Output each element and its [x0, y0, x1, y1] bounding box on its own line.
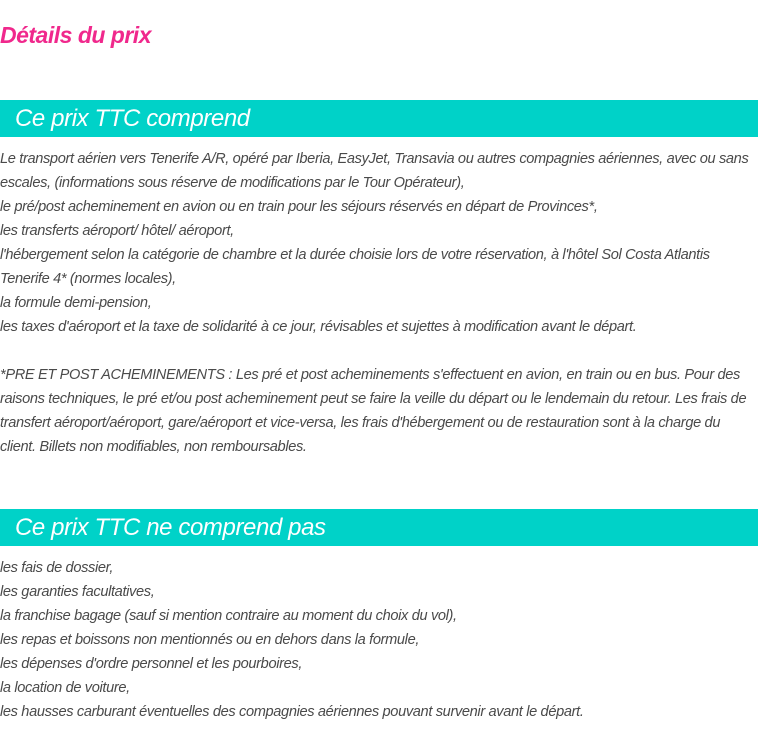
excluded-item: la location de voiture,	[0, 680, 130, 696]
page-title: Détails du prix	[0, 22, 151, 48]
excluded-item: les hausses carburant éventuelles des compagnies aériennes pouvant survenir avant le départ.	[0, 704, 584, 720]
section-heading-excluded: Ce prix TTC ne comprend pas	[15, 514, 326, 541]
excluded-item: les repas et boissons non mentionnés ou en dehors dans la formule,	[0, 632, 420, 648]
excluded-item: les garanties facultatives,	[0, 584, 155, 600]
notice-text: *PRE ET POST ACHEMINEMENTS : Les pré et post acheminements s'effectuent en avion, en train ou en bus. Pour des raisons techniques, le pré et/ou post acheminement peut se faire la veille du départ ou le lendemain du retour. Les frais de transfert aéroport/aéroport, gare/aéroport et vice-versa, les frais d'hébergement ou de restauration sont à la charge du client. Billets non modifiables, non remboursables.	[0, 367, 747, 455]
included-item: la formule demi-pension,	[0, 295, 152, 311]
included-list	[0, 147, 758, 339]
pre-post-transport-notice	[0, 363, 758, 459]
included-item: Le transport aérien vers Tenerife A/R, opéré par Iberia, EasyJet, Transavia ou autres compagnies aériennes, avec ou sans escales, (informations sous réserve de modifications par le Tour Opérateur),	[0, 151, 749, 191]
section-heading-included: Ce prix TTC comprend	[15, 105, 250, 132]
included-item: les transferts aéroport/ hôtel/ aéroport,	[0, 223, 234, 239]
excluded-item: les fais de dossier,	[0, 560, 114, 576]
excluded-item: la franchise bagage (sauf si mention contraire au moment du choix du vol),	[0, 608, 457, 624]
section-header-excluded	[0, 509, 758, 546]
included-item: le pré/post acheminement en avion ou en train pour les séjours réservés en départ de Provinces*,	[0, 199, 598, 215]
excluded-list	[0, 556, 758, 724]
included-item: les taxes d'aéroport et la taxe de solidarité à ce jour, révisables et sujettes à modification avant le départ.	[0, 319, 637, 335]
excluded-item: les dépenses d'ordre personnel et les pourboires,	[0, 656, 303, 672]
included-item: l'hébergement selon la catégorie de chambre et la durée choisie lors de votre réservation, à l'hôtel Sol Costa Atlantis Tenerife 4* (normes locales),	[0, 247, 710, 287]
section-header-included	[0, 100, 758, 137]
